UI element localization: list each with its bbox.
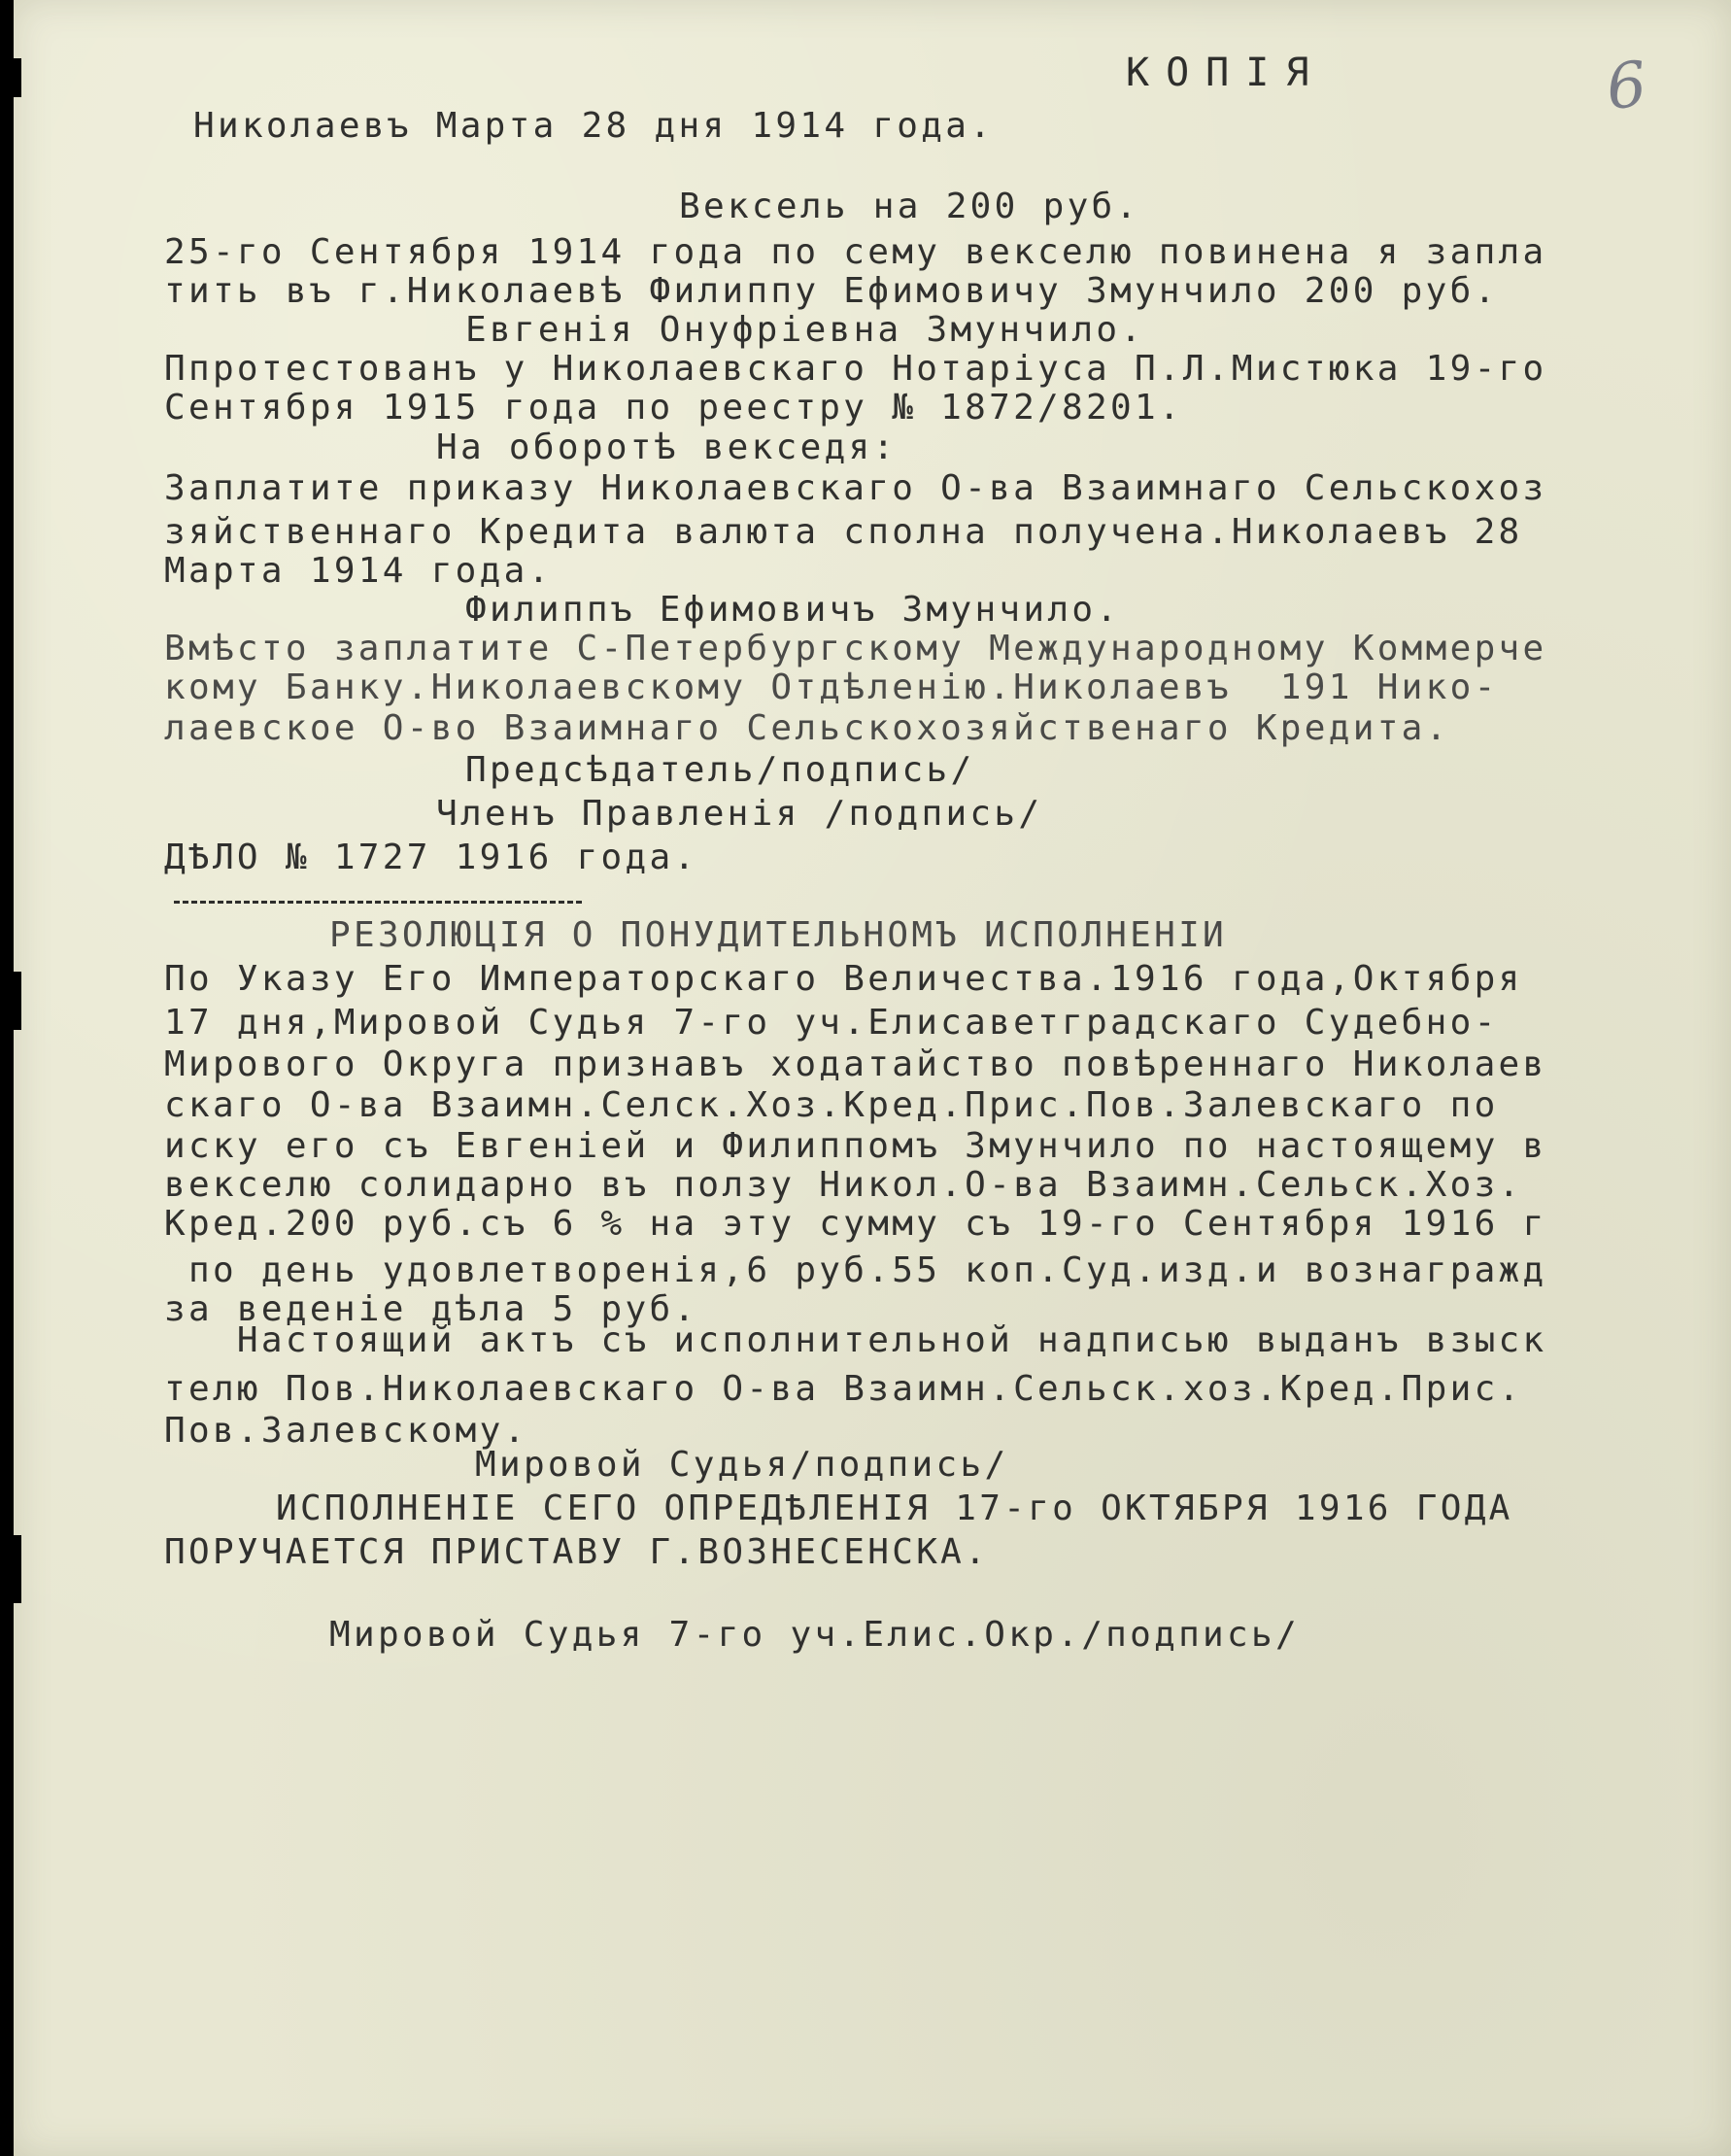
final-signature: Мировой Судья 7-го уч.Елис.Окр./подпись/: [329, 1615, 1300, 1655]
endorsement-line: Вмѣсто заплатите С-Петербургскому Международному Коммерче: [164, 629, 1547, 668]
section-divider: [174, 901, 582, 904]
edge-notch: [0, 972, 21, 1030]
reverse-heading: На оборотѣ векседя:: [436, 428, 898, 467]
judge-signature: Мировой Судья/подпись/: [475, 1445, 1009, 1485]
resolution-line: векселю солидарно въ ползу Никол.О-ва Взаимн.Сельск.Хоз.: [164, 1165, 1523, 1205]
resolution-line: 17 дня,Мировой Судья 7-го уч.Елисаветградскаго Судебно-: [164, 1003, 1499, 1043]
document-page: [14, 0, 1731, 2156]
bill-signature: Евгенія Онуфріевна Змунчило.: [465, 310, 1145, 350]
resolution-line: Кред.200 руб.съ 6 % на эту сумму съ 19-го Сентября 1916 г: [164, 1204, 1547, 1244]
resolution-line: скаго О-ва Взаимн.Селск.Хоз.Кред.Прис.Пов.Залевскаго по: [164, 1085, 1499, 1125]
header-line: Николаевъ Марта 28 дня 1914 года.: [193, 106, 995, 146]
reverse-line: Марта 1914 года.: [164, 551, 553, 591]
endorsement-line: лаевское О-во Взаимнаго Сельскохозяйственаго Кредита.: [164, 708, 1450, 748]
resolution-line: По Указу Его Императорскаго Величества.1916 года,Октября: [164, 959, 1523, 999]
protest-line: Ппротестованъ у Николаевскаго Нотаріуса П.Л.Мистюка 19-го: [164, 349, 1547, 389]
bill-line: 25-го Сентября 1914 года по сему векселю повинена я запла: [164, 232, 1547, 272]
resolution-line: по день удовлетворенія,6 руб.55 коп.Суд.изд.и вознагражд: [164, 1250, 1547, 1290]
issue-line: телю Пов.Николаевскаго О-ва Взаимн.Сельск.хоз.Кред.Прис.: [164, 1369, 1523, 1409]
board-member-signature: Членъ Правленія /подпись/: [436, 794, 1043, 834]
reverse-line: Заплатите приказу Николаевскаго О-ва Взаимнаго Сельскохоз: [164, 468, 1547, 508]
protest-line: Сентября 1915 года по реестру № 1872/8201.: [164, 388, 1183, 428]
resolution-line: иску его съ Евгеніей и Филиппомъ Змунчило по настоящему в: [164, 1126, 1547, 1166]
edge-notch: [0, 1535, 21, 1603]
issue-line: Пов.Залевскому.: [164, 1411, 528, 1451]
execution-line: ИСПОЛНЕНІЕ СЕГО ОПРЕДѢЛЕНІЯ 17-го ОКТЯБРЯ 1916 ГОДА: [252, 1489, 1513, 1528]
resolution-heading: РЕЗОЛЮЦІЯ О ПОНУДИТЕЛЬНОМЪ ИСПОЛНЕНІИ: [329, 915, 1228, 955]
issue-line: Настоящий актъ съ исполнительной надписью выданъ взыск: [164, 1320, 1547, 1360]
case-number: ДѢЛО № 1727 1916 года.: [164, 838, 698, 877]
bill-heading: Вексель на 200 руб.: [679, 187, 1140, 226]
reverse-line: зяйственнаго Кредита валюта сполна получена.Николаевъ 28: [164, 512, 1523, 552]
resolution-line: Мирового Округа признавъ ходатайство повѣреннаго Николаев: [164, 1044, 1547, 1084]
execution-line: ПОРУЧАЕТСЯ ПРИСТАВУ Г.ВОЗНЕСЕНСКА.: [164, 1532, 990, 1572]
resolution-line: за веденіе дѣла 5 руб.: [164, 1289, 698, 1329]
endorsement-line: кому Банку.Николаевскому Отдѣленію.Николаевъ 191 Нико-: [164, 667, 1499, 707]
reverse-signature: Филиппъ Ефимовичъ Змунчило.: [465, 590, 1121, 630]
copy-title: КОПІЯ: [1126, 51, 1326, 95]
chairman-signature: Предсѣдатель/подпись/: [465, 750, 975, 790]
page-number: 6: [1603, 49, 1650, 124]
bill-line: тить въ г.Николаевѣ Филиппу Ефимовичу Змунчило 200 руб.: [164, 271, 1499, 311]
edge-notch: [0, 58, 21, 97]
